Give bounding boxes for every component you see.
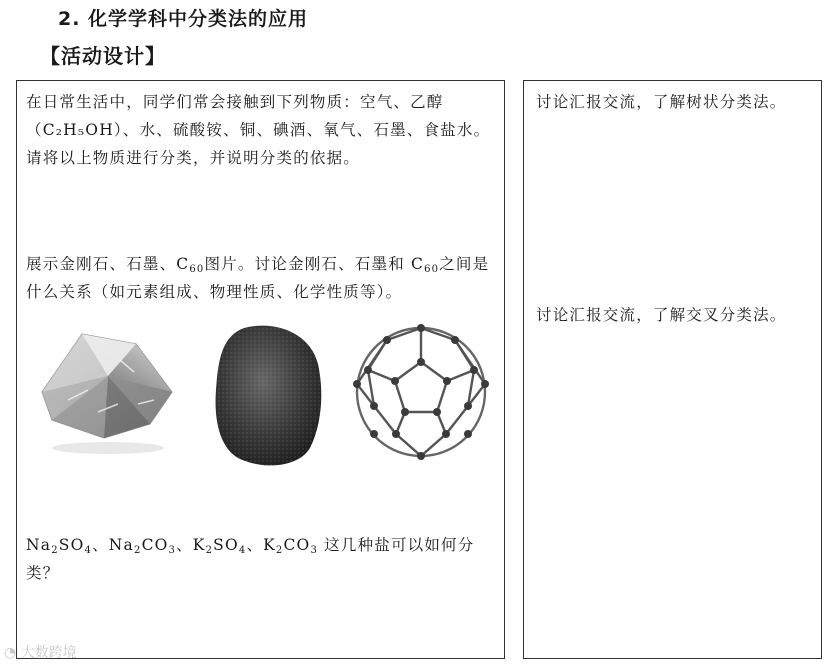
cross-classification-note: 讨论汇报交流，了解交叉分类法。 bbox=[536, 306, 787, 324]
activity-title: 【活动设计】 bbox=[40, 44, 166, 68]
tree-classification-note: 讨论汇报交流，了解树状分类法。 bbox=[536, 93, 787, 111]
watermark-logo-icon: ◔ bbox=[4, 645, 21, 661]
activity-discussion-box bbox=[523, 80, 822, 659]
c60-molecule-model bbox=[348, 322, 494, 462]
salt-classification-question: $Na_2SO_4$、$Na_2CO_3$、$K_2SO_4$、$K_2CO_3$ 这几种盐可以如何分类？ bbox=[26, 536, 475, 582]
diamond-photo bbox=[38, 320, 178, 460]
classification-question: 在日常生活中，同学们常会接触到下列物质：空气、乙醇（C₂H₅OH）、水、硫酸铵、铜、碘酒、氧气、石墨、食盐水。请将以上物质进行分类，并说明分类的依据。 bbox=[26, 93, 491, 167]
graphite-photo bbox=[214, 320, 324, 470]
watermark: ◔ 大数跨境 bbox=[4, 645, 77, 661]
section-title: 2. 化学学科中分类法的应用 bbox=[58, 8, 309, 30]
allotrope-question: 展示金刚石、石墨、$C_{60}$图片。讨论金刚石、石墨和 $C_{60}$之间是什么关系（如元素组成、物理性质、化学性质等）。 bbox=[26, 255, 490, 301]
